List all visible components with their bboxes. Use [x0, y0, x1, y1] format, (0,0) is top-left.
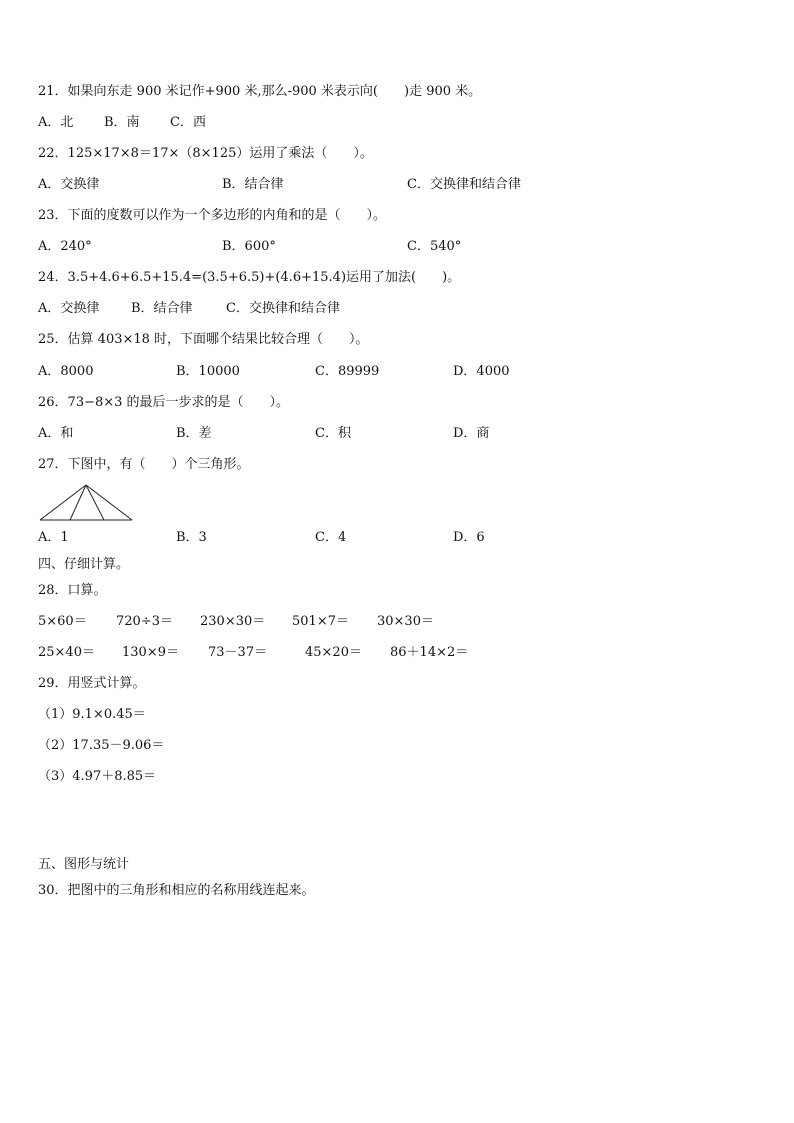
oral-calc-item: 130×9＝: [122, 645, 179, 660]
question-27-option-b[interactable]: B．3: [176, 530, 207, 545]
question-22-option-b[interactable]: B．结合律: [222, 177, 284, 192]
question-23-option-a[interactable]: A．240°: [38, 239, 92, 254]
question-27-option-a[interactable]: A．1: [38, 530, 69, 545]
question-25-option-d[interactable]: D．4000: [453, 364, 510, 379]
question-25-option-a[interactable]: A．8000: [38, 364, 94, 379]
question-24-option-b[interactable]: B．结合律: [131, 301, 193, 316]
question-22-option-a[interactable]: A．交换律: [38, 177, 100, 192]
question-30-stem: 30．把图中的三角形和相应的名称用线连起来。: [38, 883, 315, 898]
vertical-calc-item: （2）17.35－9.06＝: [38, 738, 165, 753]
question-21-option-b[interactable]: B．南: [104, 115, 140, 130]
question-26-stem: 26．73−8×3 的最后一步求的是（ ）。: [38, 395, 290, 410]
question-21-option-a[interactable]: A．北: [38, 115, 74, 130]
question-26-option-b[interactable]: B．差: [176, 426, 212, 441]
oral-calc-item: 5×60＝: [38, 614, 87, 629]
question-23-option-b[interactable]: B．600°: [222, 239, 276, 254]
question-26-option-c[interactable]: C．积: [315, 426, 351, 441]
question-22-stem: 22．125×17×8＝17×（8×125）运用了乘法（ ）。: [38, 146, 373, 161]
vertical-calc-item: （3）4.97＋8.85＝: [38, 769, 157, 784]
figure-inner-line-2: [86, 485, 104, 520]
figure-right-edge: [86, 485, 132, 520]
question-22-option-c[interactable]: C．交换律和结合律: [407, 177, 521, 192]
question-27-stem: 27．下图中，有（ ）个三角形。: [38, 457, 250, 472]
question-24-option-c[interactable]: C．交换律和结合律: [226, 301, 340, 316]
vertical-calc-item: （1）9.1×0.45＝: [38, 707, 146, 722]
question-25-option-c[interactable]: C．89999: [315, 364, 380, 379]
question-26-option-a[interactable]: A．和: [38, 426, 74, 441]
oral-calc-item: 501×7＝: [292, 614, 349, 629]
question-23-stem: 23．下面的度数可以作为一个多边形的内角和的是（ ）。: [38, 208, 387, 223]
oral-calc-item: 230×30＝: [200, 614, 266, 629]
question-24-stem: 24．3.5+4.6+6.5+15.4=(3.5+6.5)+(4.6+15.4)运用了加法( )。: [38, 270, 461, 285]
question-23-option-c[interactable]: C．540°: [407, 239, 462, 254]
question-27-option-d[interactable]: D．6: [453, 530, 485, 545]
oral-calc-item: 720÷3＝: [116, 614, 173, 629]
figure-inner-line-1: [70, 485, 86, 520]
figure-left-edge: [40, 485, 86, 520]
question-28-stem: 28．口算。: [38, 583, 107, 598]
question-27-option-c[interactable]: C．4: [315, 530, 347, 545]
oral-calc-item: 45×20＝: [305, 645, 362, 660]
oral-calc-item: 86＋14×2＝: [390, 645, 469, 660]
oral-calc-item: 25×40＝: [38, 645, 95, 660]
question-25-option-b[interactable]: B．10000: [176, 364, 240, 379]
question-25-stem: 25．估算 403×18 时，下面哪个结果比较合理（ ）。: [38, 332, 369, 347]
question-26-option-d[interactable]: D．商: [453, 426, 490, 441]
question-29-stem: 29．用竖式计算。: [38, 676, 146, 691]
triangle-figure: [38, 482, 136, 524]
section-4-heading: 四、仔细计算。: [38, 557, 130, 572]
question-21-stem: 21．如果向东走 900 米记作+900 米,那么-900 米表示向( )走 900 米。: [38, 84, 482, 99]
question-24-option-a[interactable]: A．交换律: [38, 301, 100, 316]
oral-calc-item: 30×30＝: [377, 614, 434, 629]
section-5-heading: 五、图形与统计: [38, 857, 130, 872]
oral-calc-item: 73－37＝: [208, 645, 268, 660]
question-21-option-c[interactable]: C．西: [170, 115, 206, 130]
